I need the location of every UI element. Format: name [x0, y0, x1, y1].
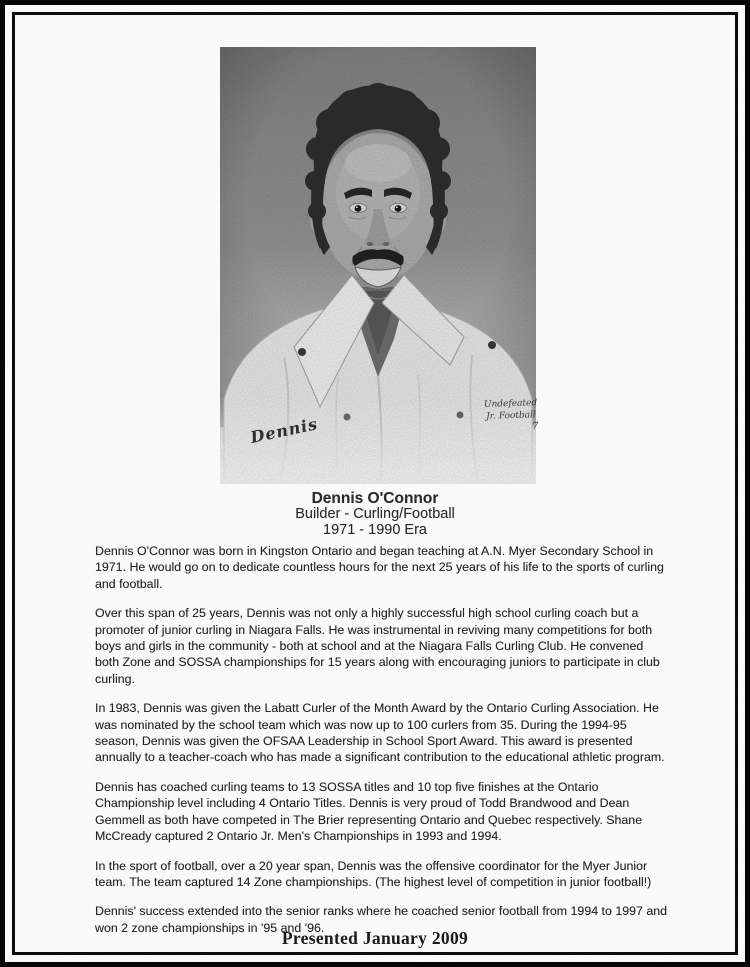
- person-name: Dennis O'Connor: [311, 490, 439, 507]
- bio-paragraph: Dennis has coached curling teams to 13 SOSSA titles and 10 top five finishes at the Ontario Championship level including 4 Ontario Titles. Dennis is very proud of Todd Brandwood and Dean Gemmell as both have competed in The Brier representing Ontario and Quebec respectively. Shane McCready captured 2 Ontario Jr. Men's Championships in 1993 and 1994.: [95, 779, 643, 844]
- person-era: 1971 - 1990 Era: [323, 521, 427, 538]
- person-role: Builder - Curling/Football: [295, 506, 455, 522]
- bio-paragraph: Dennis' success extended into the senior ranks where he coached senior football from 1994 to 1997 and won 2 zone championships in '95 and '96.: [95, 904, 668, 935]
- photo-annotation-line: Jr. Football: [485, 409, 536, 422]
- photo-annotation-line: Undefeated: [483, 398, 538, 410]
- photo-annotation: [477, 398, 544, 435]
- caption-block: [5, 491, 745, 538]
- bio-paragraph: Over this span of 25 years, Dennis was not only a highly successful high school curling coach but a promoter of junior curling in Niagara Falls. He was instrumental in reviving many competitions for both boys and girls in the community - both at school and at the Niagara Falls Curling Club. He convened both Zone and SOSSA championships for 15 years along with encouraging juniors to participate in club curling.: [95, 606, 660, 686]
- bio-paragraph: In 1983, Dennis was given the Labatt Curler of the Month Award by the Ontario Curling Association. He was nominated by the school team which was now up to 100 curlers from 35. During the 1994-95 season, Dennis was given the OFSAA Leadership in School Sport Award. This award is presented annually to a teacher-coach who has made a significant contribution to the educational athletic program.: [95, 701, 665, 765]
- photo-annotation-line: 7: [531, 421, 539, 433]
- bio-paragraph: Dennis O'Connor was born in Kingston Ontario and began teaching at A.N. Myer Secondary School in 1971. He would go on to dedicate countless hours for the next 25 years of his life to the sports of curling and football.: [95, 544, 664, 591]
- biography-text: [95, 543, 667, 949]
- presented-date: Presented January 2009: [281, 928, 469, 948]
- bio-paragraph: In the sport of football, over a 20 year span, Dennis was the offensive coordinator for the Myer Junior team. The team captured 14 Zone championships. (The highest level of competition in junior football!): [95, 858, 652, 889]
- shirt-name-script: Dennis: [248, 414, 320, 447]
- portrait-photo: [220, 47, 539, 484]
